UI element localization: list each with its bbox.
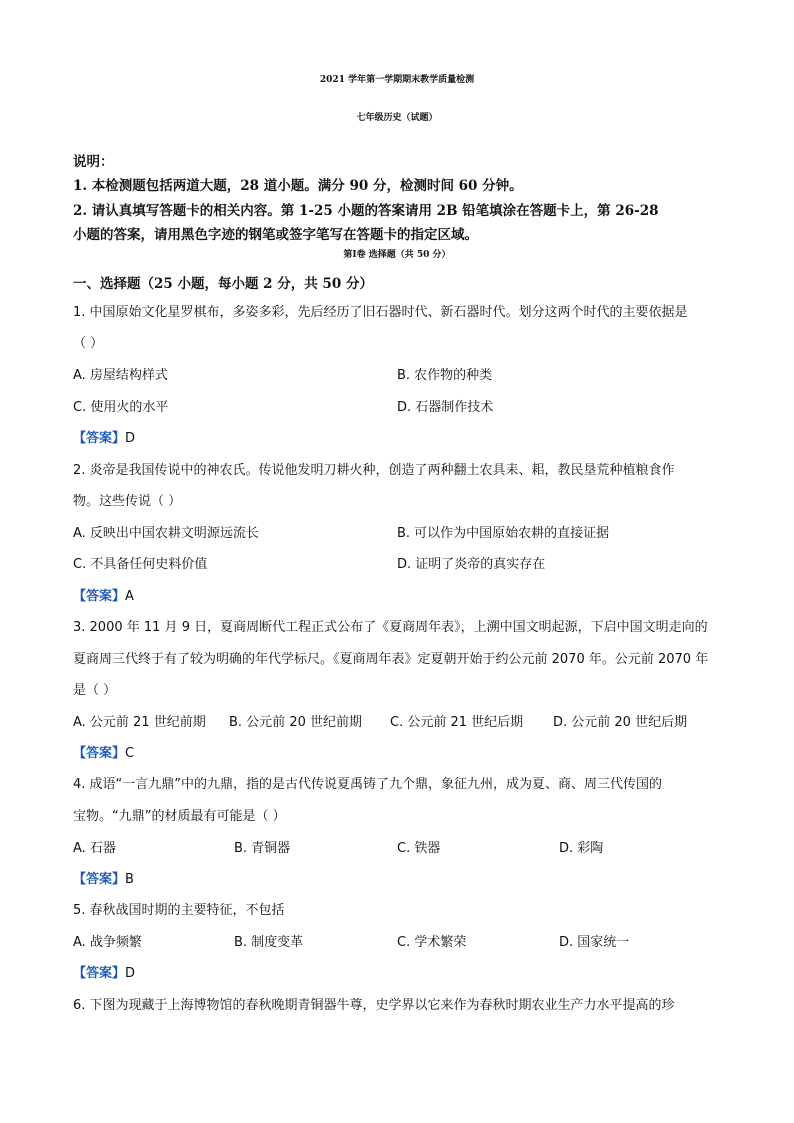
exam-subtitle: 七年级历史（试题） [356, 113, 438, 123]
notes-label: 说明： [73, 154, 114, 170]
question-2-text: 2. 炎帝是我国传说中的神农氏。传说他发明刀耕火种，创造了两种翻土农具耒、耜，教民垦荒种植粮食作 [73, 463, 675, 478]
question-3-text-cont: 夏商周三代终于有了较为明确的年代学标尺。《夏商周年表》定夏朝开始于约公元前 2070 年。公元前 2070 年 [73, 652, 709, 667]
question-2-option-b: B. 可以作为中国原始农耕的直接证据 [397, 526, 610, 541]
question-1-text: 1. 中国原始文化星罗棋布，多姿多彩，先后经历了旧石器时代、新石器时代。划分这两个时代的主要依据是 [73, 305, 688, 320]
question-4-option-b: B. 青铜器 [234, 841, 291, 856]
answer-label: 【答案】 [73, 589, 126, 604]
question-4-answer [73, 868, 134, 887]
answer-value: C [125, 746, 135, 761]
question-2-option-c: C. 不具备任何史料价值 [73, 557, 208, 572]
question-5-answer [73, 962, 135, 981]
notes-item-1: 1. 本检测题包括两道大题，28 道小题。满分 90 分，检测时间 60 分钟。 [73, 178, 523, 194]
question-4-text-cont: 宝物。“九鼎”的材质最有可能是（ ） [73, 809, 286, 824]
question-1-text-cont: （ ） [73, 336, 104, 351]
question-4-option-a: A. 石器 [73, 841, 116, 856]
question-3-answer [73, 742, 134, 761]
question-2-answer [73, 585, 134, 604]
section-heading: 一、选择题（25 小题，每小题 2 分，共 50 分） [73, 276, 373, 292]
question-3-option-c: C. 公元前 21 世纪后期 [390, 715, 524, 730]
question-1-option-c: C. 使用火的水平 [73, 400, 169, 415]
question-3-option-b: B. 公元前 20 世纪前期 [229, 715, 362, 730]
answer-value: B [125, 872, 134, 887]
question-6-text: 6. 下图为现藏于上海博物馆的春秋晚期青铜器牛尊，史学界以它来作为春秋时期农业生产力水平提高的珍 [73, 998, 675, 1013]
question-5-option-c: C. 学术繁荣 [397, 935, 467, 950]
answer-value: D [125, 966, 136, 981]
question-3-option-a: A. 公元前 21 世纪前期 [73, 715, 206, 730]
notes-item-2-cont: 小题的答案，请用黑色字迹的钢笔或签字笔写在答题卡的指定区域。 [73, 227, 478, 243]
question-3-option-d: D. 公元前 20 世纪后期 [553, 715, 688, 730]
exam-title: 2021 学年第一学期期末教学质量检测 [319, 75, 475, 85]
question-5-option-a: A. 战争频繁 [73, 935, 142, 950]
question-1-option-b: B. 农作物的种类 [397, 368, 493, 383]
question-5-option-b: B. 制度变革 [234, 935, 304, 950]
question-3-text-cont-2: 是（ ） [73, 683, 117, 698]
question-2-option-d: D. 证明了炎帝的真实存在 [397, 557, 546, 572]
question-4-option-c: C. 铁器 [397, 841, 441, 856]
volume-heading: 第Ⅰ卷 选择题（共 50 分） [343, 250, 451, 260]
answer-value: D [125, 431, 136, 446]
answer-label: 【答案】 [73, 966, 126, 981]
question-4-option-d: D. 彩陶 [559, 841, 604, 856]
answer-value: A [125, 589, 134, 604]
notes-item-2: 2. 请认真填写答题卡的相关内容。第 1-25 小题的答案请用 2B 铅笔填涂在答题卡上，第 26-28 [73, 203, 659, 219]
question-2-option-a: A. 反映出中国农耕文明源远流长 [73, 526, 259, 541]
answer-label: 【答案】 [73, 872, 126, 887]
answer-label: 【答案】 [73, 431, 126, 446]
question-5-text: 5. 春秋战国时期的主要特征，不包括 [73, 903, 285, 918]
question-3-text: 3. 2000 年 11 月 9 日，夏商周断代工程正式公布了《夏商周年表》，上溯中国文明起源，下启中国文明走向的 [73, 620, 708, 635]
question-1-answer [73, 427, 135, 446]
question-1-option-d: D. 石器制作技术 [397, 400, 494, 415]
question-4-text: 4. 成语“一言九鼎”中的九鼎，指的是古代传说夏禹铸了九个鼎，象征九州，成为夏、商、周三代传国的 [73, 777, 663, 792]
answer-label: 【答案】 [73, 746, 126, 761]
question-2-text-cont: 物。这些传说（ ） [73, 494, 182, 509]
question-1-option-a: A. 房屋结构样式 [73, 368, 168, 383]
question-5-option-d: D. 国家统一 [559, 935, 630, 950]
